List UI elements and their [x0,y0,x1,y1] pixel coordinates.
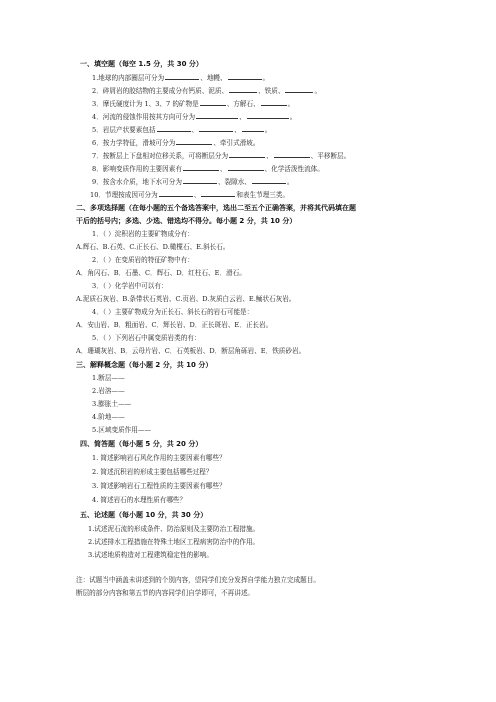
section-2-title-line-1: 二、多项选择题（在每小题的五个备选答案中，选出二至五个正确答案，并将其代码填在题 [76,204,356,212]
answer-blank[interactable] [183,177,217,184]
s2-options-5: A．珊瑚灰岩、B．云母片岩、C．石英板岩、D．断层角砾岩、E．铁质砂岩。 [76,347,306,355]
answer-blank[interactable] [242,125,264,132]
answer-blank[interactable] [201,190,235,197]
s2-question-3: 3．（ ）化学岩中可以有： [92,282,168,290]
s2-question-5: 5．（ ）下列岩石中属变质岩类的有： [92,334,201,342]
section-2-title-line-2: 干后的括号内；多选、少选、错选均不得分。每小题 2 分，共 10 分） [76,217,297,225]
answer-blank[interactable] [159,190,193,197]
answer-blank[interactable] [228,73,262,80]
note-line-1: 注：试题当中涵盖未讲述到的个别内容，望同学们充分发挥自学能力独立完成题目。 [76,576,320,584]
s1-question-7: 7．按断层上下盘相对位移关系，可将断层分为 、 、平移断层。 [92,152,351,160]
s4-item: 1. 简述影响岩石风化作用的主要因素有哪些？ [92,454,226,462]
answer-blank[interactable] [252,177,286,184]
section-5-title: 五、论述题（每小题 10 分，共 30 分） [80,511,208,519]
s5-item: 3.试述地质构造对工程建筑稳定性的影响。 [88,551,213,559]
s5-item: 1.试述泥石流的形成条件、防治原则及主要防治工程措施。 [88,525,260,533]
answer-blank[interactable] [229,151,265,158]
answer-blank[interactable] [157,125,191,132]
s2-question-2: 2．（ ）在变质岩的特征矿物中有： [92,256,194,264]
answer-blank[interactable] [228,164,264,171]
section-3-title: 三、解释概念题（每小题 2 分，共 10 分） [76,361,213,369]
answer-blank[interactable] [229,86,257,93]
section-1-title: 一、填空题（每空 1.5 分，共 30 分） [80,60,203,68]
s2-question-4: 4．（ ）主要矿物成分为正长石、斜长石的岩石可能是： [92,308,254,316]
s1-question-10: 10．节理按成因可分为 、 和表生节理三类。 [90,191,290,199]
section-4-title: 四、简答题（每小题 5 分，共 20 分） [80,440,203,448]
answer-blank[interactable] [200,99,226,106]
answer-blank[interactable] [274,151,310,158]
s2-options-2: A．角闪石、B．石墨、C．辉石、D．红柱石、E．滑石。 [76,269,246,277]
s2-options-3: A.泥质石灰岩、B.条带状石英岩、C.页岩、D.灰质白云岩、E.鲕状石灰岩。 [76,295,296,303]
answer-blank[interactable] [196,112,238,119]
s2-options-1: A.辉石、B.石英、C.正长石、D.橄榄石、E.斜长石。 [76,243,230,251]
s3-item: 4.阶地—— [92,413,125,421]
s3-item: 3.膨胀土—— [92,400,132,408]
s1-question-3: 3．摩氏硬度计为 1、3、7 的矿物是 、方解石、 。 [92,100,295,108]
answer-blank[interactable] [199,125,233,132]
s1-question-8: 8．影响变质作用的主要因素有 、 、化学活泼性流体。 [92,165,324,173]
s4-item: 3. 简述影响岩石工程性质的主要因素有哪些？ [92,482,226,490]
s4-item: 2. 简述沉积岩的形成主要包括哪些过程？ [92,468,213,476]
s2-options-4: A．安山岩、B．粗面岩、C．辉长岩、D．正长斑岩、E．正长岩。 [76,321,273,329]
answer-blank[interactable] [247,112,289,119]
answer-blank[interactable] [261,99,287,106]
answer-blank[interactable] [183,164,219,171]
s1-question-1: 1.地球的内部圈层可分为 、地幔、 。 [92,74,270,82]
s1-question-9: 9．按含水介质，地下水可分为 、裂隙水、 。 [92,178,294,186]
s3-item: 5.区域变质作用—— [92,426,152,434]
s1-question-5: 5．岩层产状要素包括 、 、 。 [92,126,272,134]
answer-blank[interactable] [285,86,313,93]
s1-question-2: 2．碎屑岩的胶结物的主要成分有钙质、泥质、 、铁质、 。 [92,87,322,95]
s1-question-6: 6．按力学特征，滑坡可分为 、牵引式滑坡。 [92,139,260,147]
s2-question-1: 1．（ ）淀积岩的主要矿物成分有： [92,230,194,238]
s5-item: 2.试述排水工程措施在特殊土地区工程病害防治中的作用。 [88,538,260,546]
answer-blank[interactable] [165,73,199,80]
s3-item: 1.断层—— [92,374,125,382]
note-line-2: 断层的部分内容和第五节的内容同学们自学即可，不再讲述。 [76,589,255,597]
s3-item: 2.岩溶—— [92,387,125,395]
answer-blank[interactable] [176,138,212,145]
s1-question-4: 4．河流的侵蚀作用按其方向可分为 、 。 [92,113,297,121]
s4-item: 4. 简述岩石的水理性质有哪些？ [92,496,187,504]
